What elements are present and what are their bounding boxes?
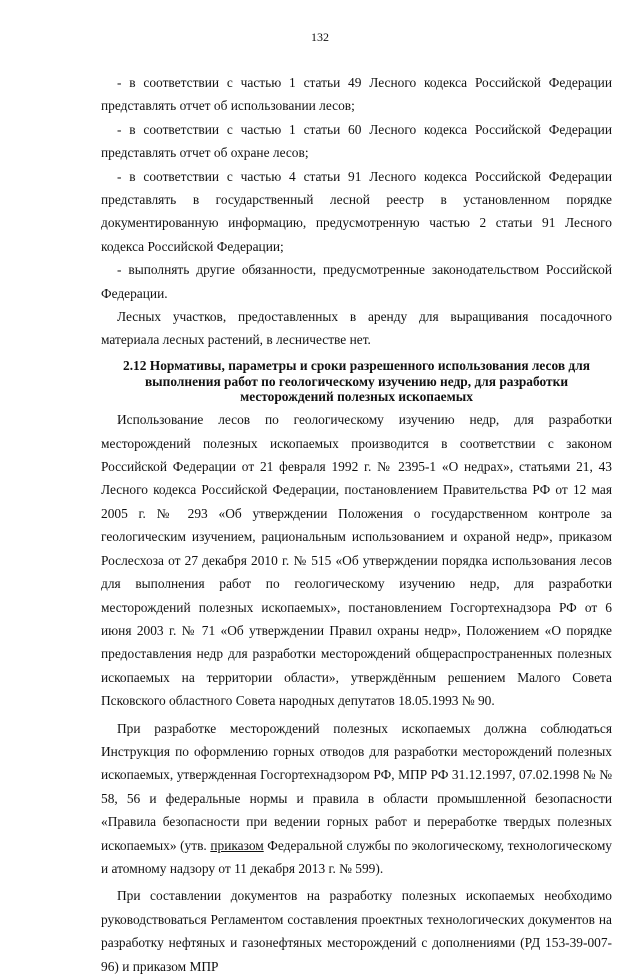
paragraph-text: Федеральной службы по экологическому, технологическому и атомному надзору от 11 декабря 2013 г. № 599).: [101, 837, 612, 876]
order-link[interactable]: приказом: [210, 837, 264, 853]
paragraph: При составлении документов на разработку полезных ископаемых необходимо руководствоваться Регламентом составления проектных технологических документов на разработку нефтяных и газонефтяных месторождений с дополнениями (РД 153-39-007-96) и приказом МПР: [101, 888, 612, 974]
bullet-item: - в соответствии с частью 1 статьи 49 Лесного кодекса Российской Федерации представлять отчет об использовании лесов;: [101, 75, 612, 114]
page-number: 132: [311, 30, 329, 44]
paragraph: [101, 717, 612, 881]
paragraph-text: При разработке месторождений полезных ископаемых должна соблюдаться Инструкция по оформлению горных отводов для разработки месторождений полезных ископаемых, утвержденная Госгортехнадзором РФ, МПР РФ 31.12.1997, 07.02.1998 № № 58, 56 и федеральные нормы и правила в области промышленной безопасности «Правила безопасности при ведении горных работ и переработке твердых полезных ископаемых» (утв.: [101, 720, 612, 853]
document-body: [101, 71, 612, 978]
bullet-item: - в соответствии с частью 1 статьи 60 Лесного кодекса Российской Федерации представлять отчет об охране лесов;: [101, 121, 612, 161]
section-heading: 2.12 Нормативы, параметры и сроки разрешенного использования лесов для выполнения работ по геологическому изучению недр, для разработки месторождений полезных ископаемых: [123, 357, 590, 405]
bullet-item: - в соответствии с частью 4 статьи 91 Лесного кодекса Российской Федерации представлять в государственный лесной реестр в установленном порядке документированную информацию, предусмотренную частью 2 статьи 91 Лесного кодекса Российской Федерации;: [101, 168, 612, 254]
note-paragraph: Лесных участков, предоставленных в аренду для выращивания посадочного материала лесных растений, в лесничестве нет.: [101, 309, 612, 348]
paragraph: Использование лесов по геологическому изучению недр, для разработки месторождений полезных ископаемых производится в соответствии с законом Российской Федерации от 21 февраля 1992 г. № 2395-1 «О недрах», статьями 21, 43 Лесного кодекса Российской Федерации, постановлением Правительства РФ от 12 мая 2005 г. № 293 «Об утверждении Положения о государственном контроле за геологическим изучением, рациональным использованием и охраной недр», приказом Рослесхоза от 27 декабря 2010 г. № 515 «Об утверждении порядка использования лесов для выполнения работ по геологическому изучению недр, для разработки месторождений полезных ископаемых», постановлением Госгортехнадзора РФ от 6 июня 2003 г. № 71 «Об утверждении Правил охраны недр», Положением «О порядке предоставления недр для разработки месторождений общераспространенных полезных ископаемых на территории области», утверждённым решением Малого Совета Псковского областного Совета народных депутатов 18.05.1993 № 90.: [101, 412, 612, 709]
bullet-item: - выполнять другие обязанности, предусмотренные законодательством Российской Федерации.: [101, 262, 612, 301]
